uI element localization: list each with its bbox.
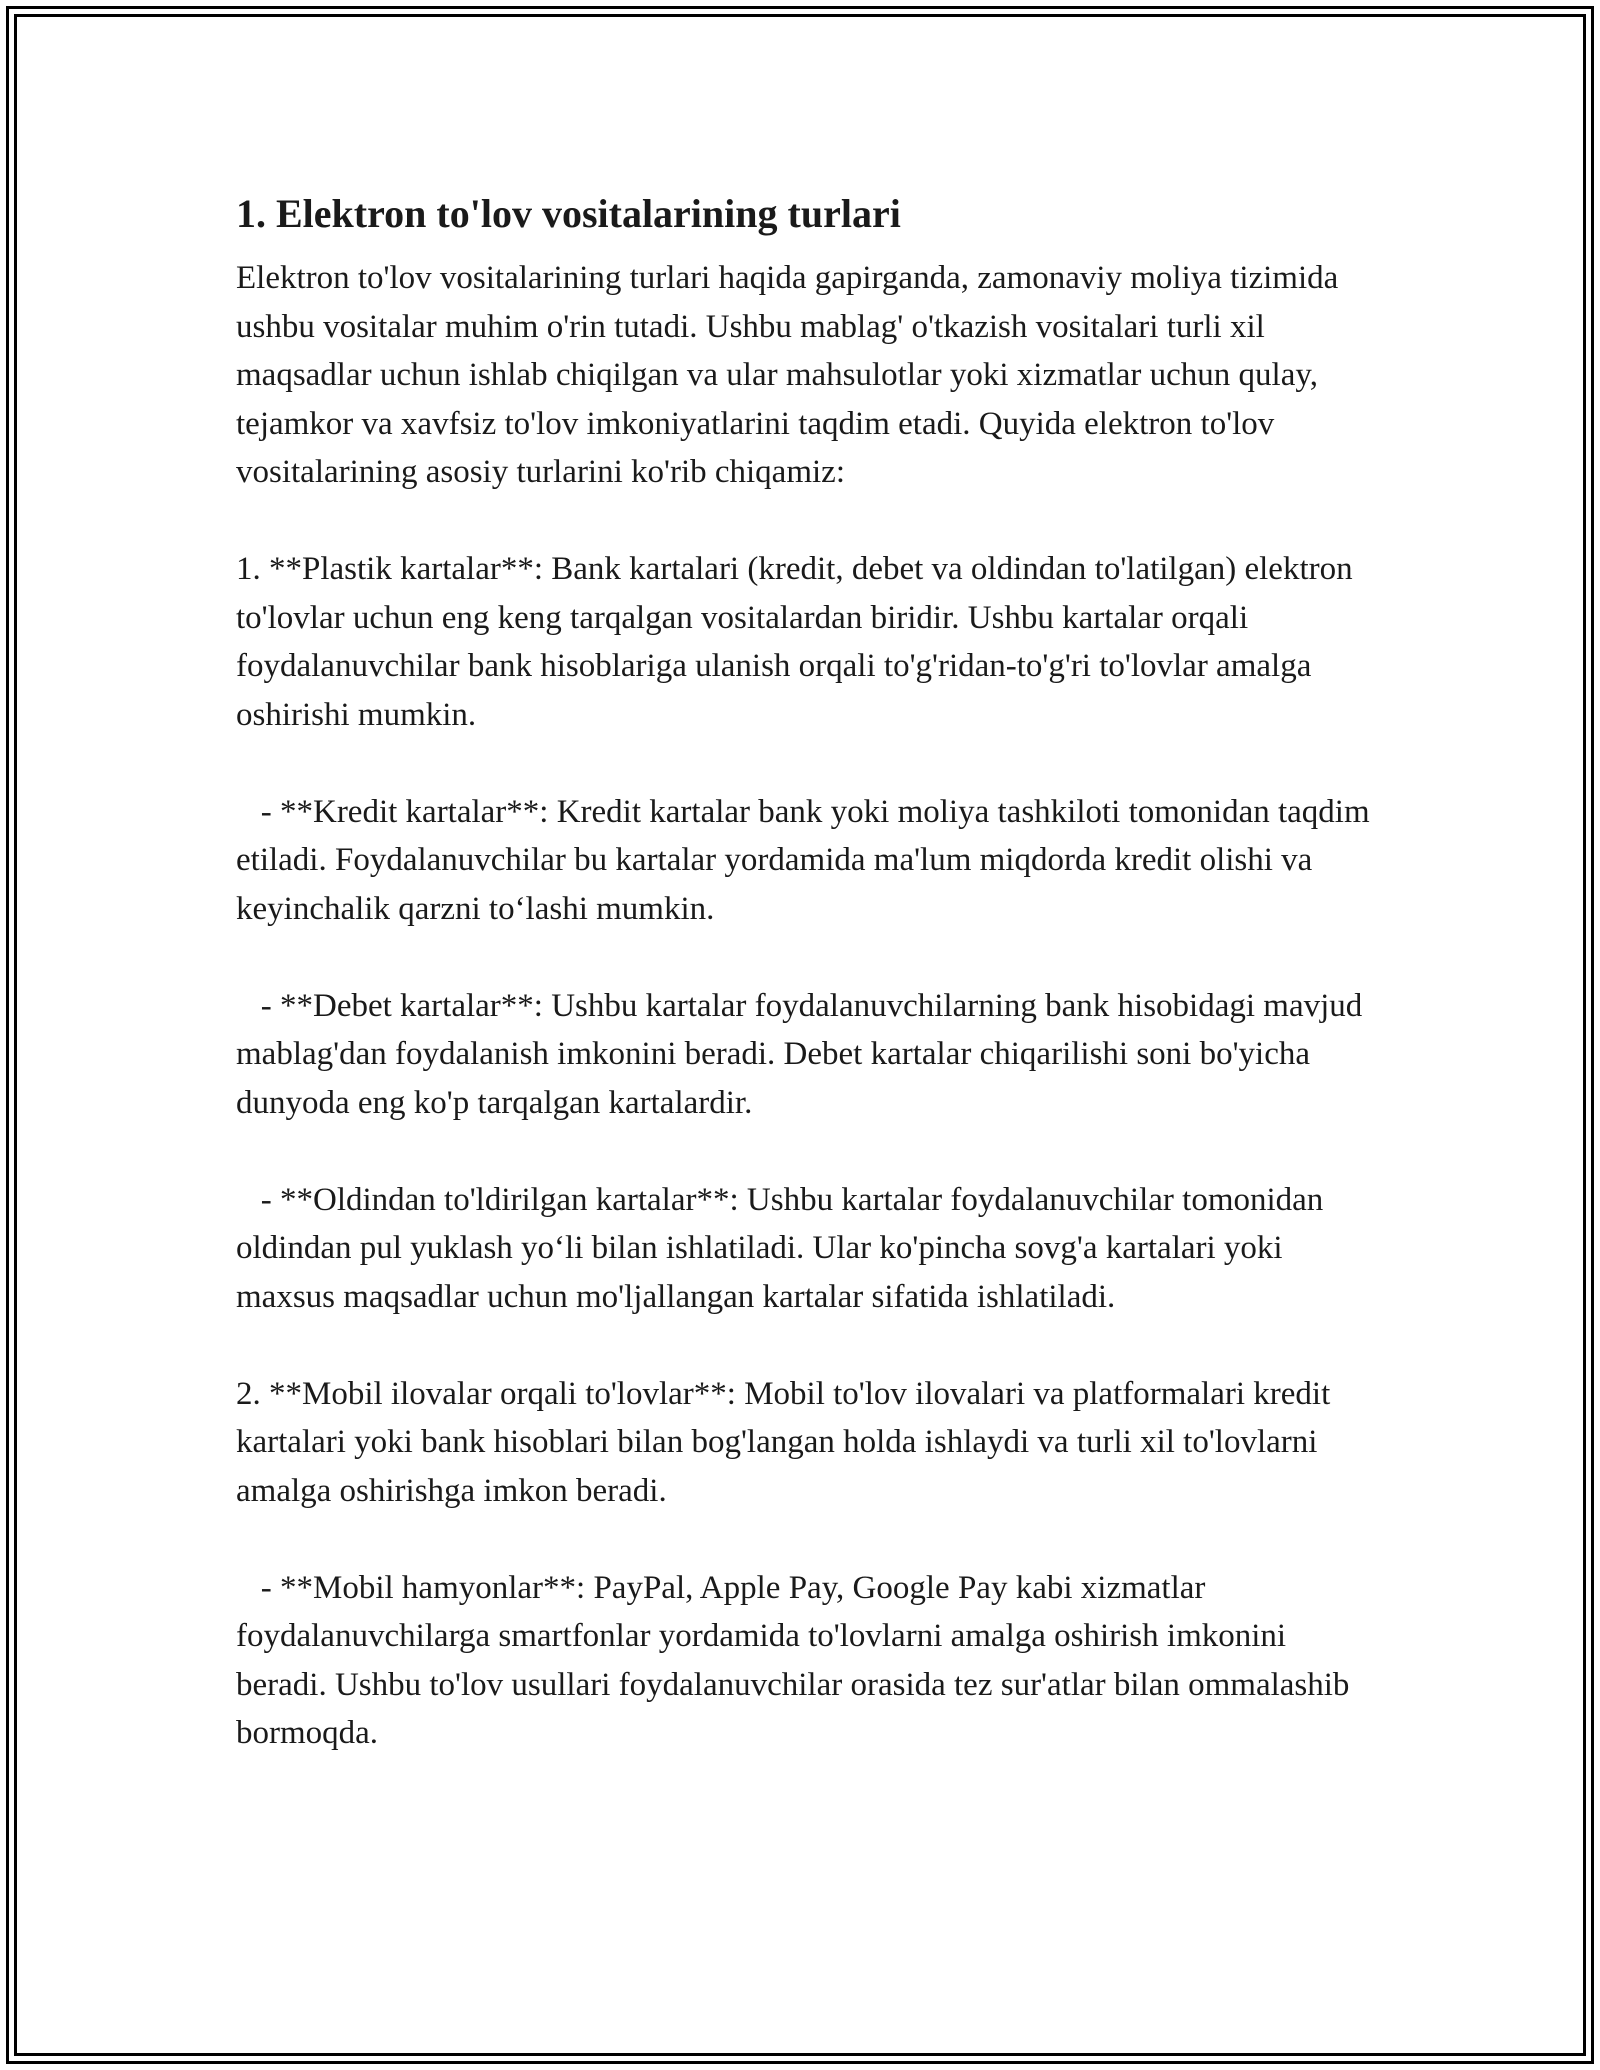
debit-cards-paragraph: - **Debet kartalar**: Ushbu kartalar foydalanuvchilarning bank hisobidagi mavjud mablag'dan foydalanish imkonini beradi. Debet kartalar chiqarilishi soni bo'yicha dunyoda eng ko'p tarqalgan kartalardir. [236, 987, 1371, 1121]
prepaid-cards-paragraph: - **Oldindan to'ldirilgan kartalar**: Ushbu kartalar foydalanuvchilar tomonidan oldindan pul yuklash yo‘li bilan ishlatiladi. Ular ko'pincha sovg'a kartalari yoki maxsus maqsadlar uchun mo'ljallangan kartalar sifatida ishlatiladi. [236, 1181, 1332, 1315]
mobile-payments-paragraph: 2. **Mobil ilovalar orqali to'lovlar**: Mobil to'lov ilovalari va platformalari kredit kartalari yoki bank hisoblari bilan bog'langan holda ishlaydi va turli xil to'lovlarni amalga oshirishga imkon beradi. [236, 1375, 1339, 1509]
plastic-cards-paragraph: 1. **Plastik kartalar**: Bank kartalari (kredit, debet va oldindan to'latilgan) elektron to'lovlar uchun eng keng tarqalgan vositalardan biridir. Ushbu kartalar orqali foydalanuvchilar bank hisoblariga ulanish orqali to'g'ridan-to'g'ri to'lovlar amalga oshirishi mumkin. [236, 551, 1361, 733]
credit-cards-paragraph: - **Kredit kartalar**: Kredit kartalar bank yoki moliya tashkiloti tomonidan taqdim etiladi. Foydalanuvchilar bu kartalar yordamida ma'lum miqdorda kredit olishi va keyinchalik qarzni to‘lashi mumkin. [236, 793, 1378, 927]
mobile-wallets-paragraph: - **Mobil hamyonlar**: PayPal, Apple Pay, Google Pay kabi xizmatlar foydalanuvchilarga smartfonlar yordamida to'lovlarni amalga oshirish imkonini beradi. Ushbu to'lov usullari foydalanuvchilar orasida tez sur'atlar bilan ommalashib bormoqda. [236, 1569, 1358, 1751]
document-body [236, 186, 1376, 1758]
intro-paragraph: Elektron to'lov vositalarining turlari haqida gapirganda, zamonaviy moliya tizimida ushbu vositalar muhim o'rin tutadi. Ushbu mablag' o'tkazish vositalari turli xil maqsadlar uchun ishlab chiqilgan va ular mahsulotlar yoki xizmatlar uchun qulay, tejamkor va xavfsiz to'lov imkoniyatlarini taqdim etadi. Quyida elektron to'lov vositalarining asosiy turlarini ko'rib chiqamiz: [236, 260, 1347, 490]
section-heading: 1. Elektron to'lov vositalarining turlari [236, 191, 901, 236]
